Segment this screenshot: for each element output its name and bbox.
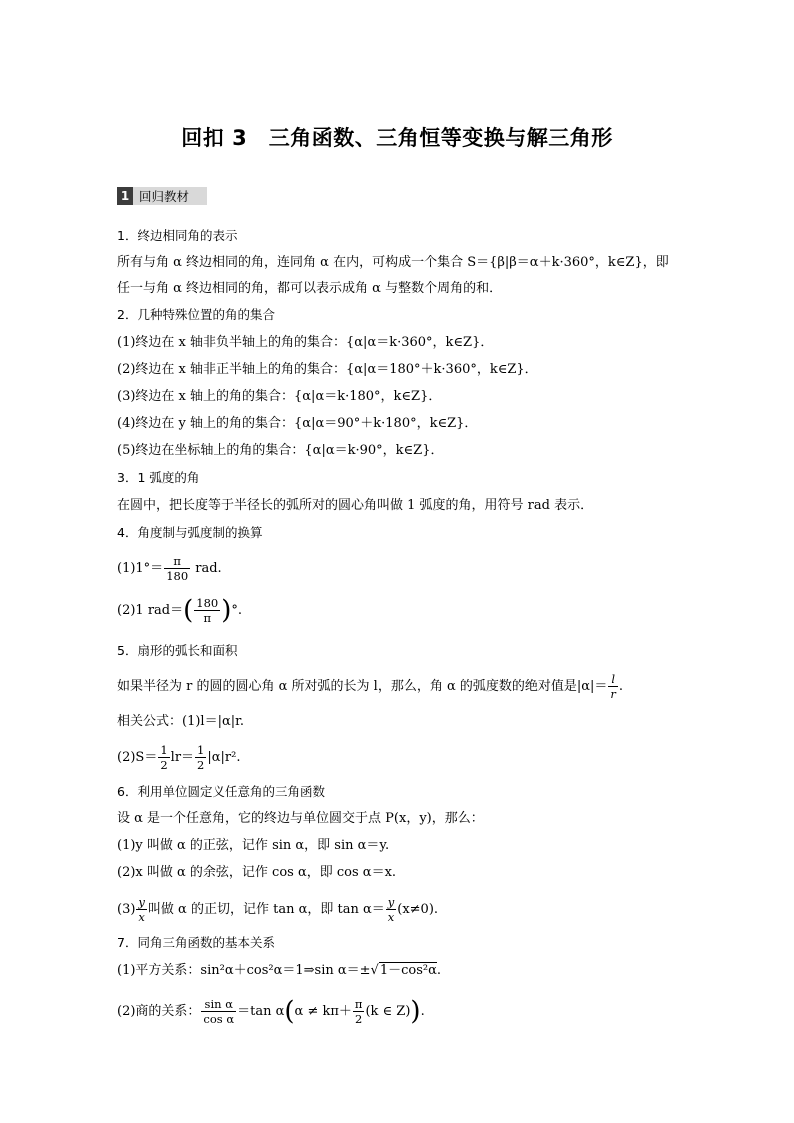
fraction-denominator: x	[138, 910, 145, 925]
formula-text: (2)S＝	[117, 750, 158, 766]
s7-quotient-relation	[117, 998, 425, 1025]
fraction	[201, 998, 236, 1025]
heading-2: 2．几种特殊位置的角的集合	[117, 307, 275, 322]
heading-6: 6．利用单位圆定义任意角的三角函数	[117, 784, 325, 799]
s6-sine: (1)y 叫做 α 的正弦，记作 sin α，即 sin α＝y.	[117, 838, 390, 853]
formula-text: α ≠ kπ＋	[294, 1004, 352, 1020]
fraction-numerator: y	[138, 895, 145, 909]
s7-square-relation	[117, 964, 441, 977]
fraction	[136, 896, 147, 923]
s2-item-1: (1)终边在 x 轴非负半轴上的角的集合：{α|α＝k·360°，k∈Z}．	[117, 335, 494, 350]
s5-paragraph-1	[117, 673, 623, 700]
fraction-denominator: 2	[197, 758, 205, 773]
heading-3: 3．1 弧度的角	[117, 470, 200, 485]
formula-text: .	[420, 1004, 425, 1020]
fraction	[195, 744, 206, 771]
heading-1: 1．终边相同角的表示	[117, 228, 238, 243]
s6-cosine: (2)x 叫做 α 的余弦，记作 cos α，即 cos α＝x.	[117, 865, 397, 880]
fraction	[608, 673, 618, 700]
fraction-denominator: cos α	[203, 1012, 235, 1027]
formula-text: 叫做 α 的正切，记作 tan α，即 tan α＝	[147, 902, 385, 918]
section-number: 1	[117, 187, 133, 205]
fraction	[194, 597, 220, 624]
fraction-denominator: π	[203, 611, 212, 626]
s3-paragraph: 在圆中，把长度等于半径长的弧所对的圆心角叫做 1 弧度的角，用符号 rad 表示．	[117, 498, 594, 513]
left-paren: (	[183, 595, 194, 626]
formula-text: |α|r².	[207, 750, 241, 766]
fraction-denominator: 2	[355, 1012, 363, 1027]
fraction-denominator: x	[387, 910, 395, 925]
page-title: 回扣 3 三角函数、三角恒等变换与解三角形	[181, 126, 613, 150]
s6-tangent	[117, 896, 438, 923]
formula-radian-to-degree	[117, 597, 242, 624]
formula-degree-to-radian	[117, 555, 222, 582]
fraction-numerator: 1	[160, 743, 168, 757]
formula-text: .	[618, 679, 624, 695]
s2-item-4: (4)终边在 y 轴上的角的集合：{α|α＝90°＋k·180°，k∈Z}．	[117, 416, 478, 431]
fraction-numerator: sin α	[201, 998, 236, 1012]
fraction-numerator: y	[387, 895, 395, 909]
heading-7: 7．同角三角函数的基本关系	[117, 935, 275, 950]
formula-text: °.	[231, 603, 243, 619]
s5-paragraph-2: 相关公式：(1)l＝|α|r.	[117, 714, 245, 729]
formula-text: (2)商的关系：	[117, 1004, 201, 1020]
s2-item-3: (3)终边在 x 轴上的角的集合：{α|α＝k·180°，k∈Z}．	[117, 389, 442, 404]
formula-text: (1)平方关系：sin²α＋cos²α＝1⇒sin α＝±	[117, 963, 371, 978]
section-label: 回归教材	[139, 189, 190, 204]
formula-text: (3)	[117, 902, 136, 918]
right-paren: )	[221, 595, 232, 626]
s1-paragraph-line-2: 任一与角 α 终边相同的角，都可以表示成角 α 与整数个周角的和．	[117, 281, 503, 296]
heading-5: 5．扇形的弧长和面积	[117, 643, 238, 658]
formula-text: (x≠0).	[397, 902, 439, 918]
s2-item-2: (2)终边在 x 轴非正半轴上的角的集合：{α|α＝180°＋k·360°，k∈Z}．	[117, 362, 538, 377]
fraction	[386, 896, 397, 923]
formula-text: rad.	[191, 561, 222, 577]
fraction-denominator: 180	[166, 569, 189, 584]
fraction-numerator: π	[354, 997, 363, 1011]
formula-text: .	[436, 963, 442, 978]
s6-paragraph-1: 设 α 是一个任意角，它的终边与单位圆交于点 P(x，y)，那么：	[117, 811, 484, 826]
formula-text: lr＝	[170, 750, 195, 766]
formula-text: ＝tan α	[237, 1004, 285, 1020]
heading-4: 4．角度制与弧度制的换算	[117, 525, 263, 540]
fraction-numerator: 1	[197, 743, 205, 757]
sqrt-icon: √	[370, 963, 379, 978]
formula-sector-area	[117, 744, 240, 771]
fraction	[164, 555, 190, 582]
formula-text: (1)1°＝	[117, 561, 164, 577]
sqrt-radicand: 1－cos²α	[379, 963, 437, 978]
fraction-numerator: l	[608, 673, 618, 687]
fraction-numerator: π	[164, 555, 190, 569]
fraction	[158, 744, 169, 771]
left-paren: (	[284, 996, 295, 1027]
formula-text: (k ∈ Z)	[365, 1004, 411, 1020]
fraction-denominator: 2	[160, 758, 168, 773]
fraction-denominator: r	[610, 687, 616, 702]
fraction-numerator: 180	[196, 596, 219, 610]
s2-item-5: (5)终边在坐标轴上的角的集合：{α|α＝k·90°，k∈Z}．	[117, 443, 444, 458]
right-paren: )	[410, 996, 421, 1027]
section-header	[117, 187, 207, 205]
fraction	[353, 998, 365, 1025]
formula-text: (2)1 rad＝	[117, 603, 184, 619]
s1-paragraph-line-1: 所有与角 α 终边相同的角，连同角 α 在内，可构成一个集合 S＝{β|β＝α＋k·360°，k∈Z}，即	[117, 255, 669, 270]
paragraph-text: 如果半径为 r 的圆的圆心角 α 所对弧的长为 l，那么，角 α 的弧度数的绝对值是|α|＝	[117, 679, 608, 695]
